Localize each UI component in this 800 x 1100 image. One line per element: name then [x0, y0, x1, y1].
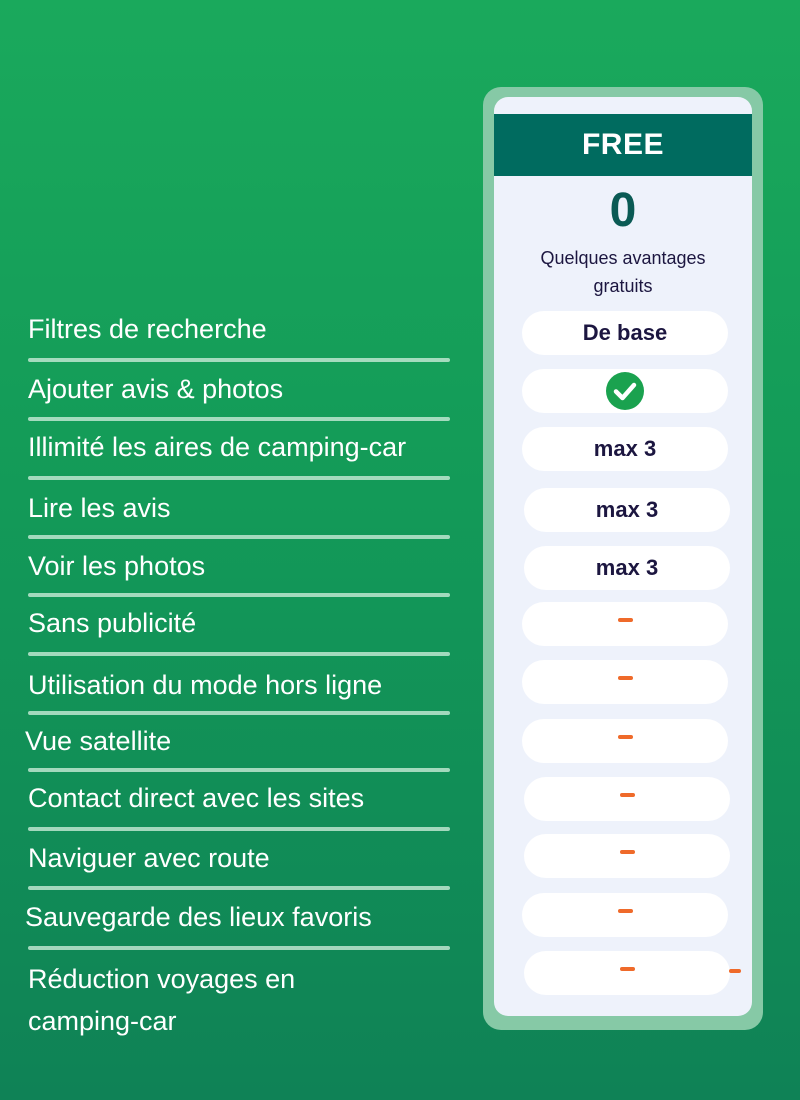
feature-separator: [28, 711, 450, 715]
feature-label-navigate-route: Naviguer avec route: [28, 843, 270, 873]
plan-value-satellite-view: [522, 719, 728, 763]
feature-separator: [28, 358, 450, 362]
dash-icon: [620, 793, 635, 797]
plan-price: 0: [609, 184, 637, 237]
feature-label-view-photos: Voir les photos: [28, 551, 206, 581]
dash-icon: [729, 969, 741, 973]
feature-label-no-ads: Sans publicité: [28, 608, 197, 638]
plan-name: FREE: [494, 114, 752, 176]
plan-description: [494, 244, 752, 300]
feature-label-search-filters: Filtres de recherche: [28, 314, 267, 344]
feature-separator: [28, 476, 450, 480]
plan-value-text: max 3: [595, 497, 659, 522]
check-icon: [605, 371, 645, 411]
plan-value-unlimited-areas: [522, 427, 728, 471]
feature-label-travel-discount-line2: camping-car: [28, 1006, 177, 1036]
dash-icon: [620, 850, 635, 854]
feature-label-add-reviews: Ajouter avis & photos: [28, 374, 284, 404]
plan-value-text: De base: [582, 320, 668, 345]
feature-label-travel-discount-line1: Réduction voyages en: [28, 964, 296, 994]
feature-label-satellite-view: Vue satellite: [25, 726, 172, 756]
plan-value-no-ads: [522, 602, 728, 646]
feature-separator: [28, 652, 450, 656]
feature-label-direct-contact: Contact direct avec les sites: [28, 783, 365, 813]
plan-value-view-photos: [524, 546, 730, 590]
feature-separator: [28, 827, 450, 831]
feature-separator: [28, 417, 450, 421]
plan-value-direct-contact: [524, 777, 730, 821]
plan-value-text: max 3: [595, 555, 659, 580]
feature-separator: [28, 535, 450, 539]
feature-separator: [28, 593, 450, 597]
feature-label-unlimited-areas: Illimité les aires de camping-car: [28, 432, 407, 462]
feature-separator: [28, 768, 450, 772]
feature-label-offline-mode: Utilisation du mode hors ligne: [28, 670, 383, 700]
plan-value-search-filters: [522, 311, 728, 355]
feature-separator: [28, 946, 450, 950]
plan-value-travel-discount: [524, 951, 730, 995]
plan-description-line2: gratuits: [593, 276, 653, 296]
feature-label-save-favorites: Sauvegarde des lieux favoris: [25, 902, 372, 932]
dash-icon: [620, 967, 635, 971]
plan-value-text: max 3: [593, 436, 657, 461]
feature-separator: [28, 886, 450, 890]
dash-icon: [618, 909, 633, 913]
plan-value-save-favorites: [522, 893, 728, 937]
dash-icon: [618, 676, 633, 680]
plan-value-navigate-route: [524, 834, 730, 878]
dash-icon: [618, 618, 633, 622]
plan-value-add-reviews: [522, 369, 728, 413]
dash-icon: [618, 735, 633, 739]
plan-value-offline-mode: [522, 660, 728, 704]
feature-label-read-reviews: Lire les avis: [28, 493, 171, 523]
plan-description-line1: Quelques avantages: [540, 248, 706, 268]
plan-value-read-reviews: [524, 488, 730, 532]
